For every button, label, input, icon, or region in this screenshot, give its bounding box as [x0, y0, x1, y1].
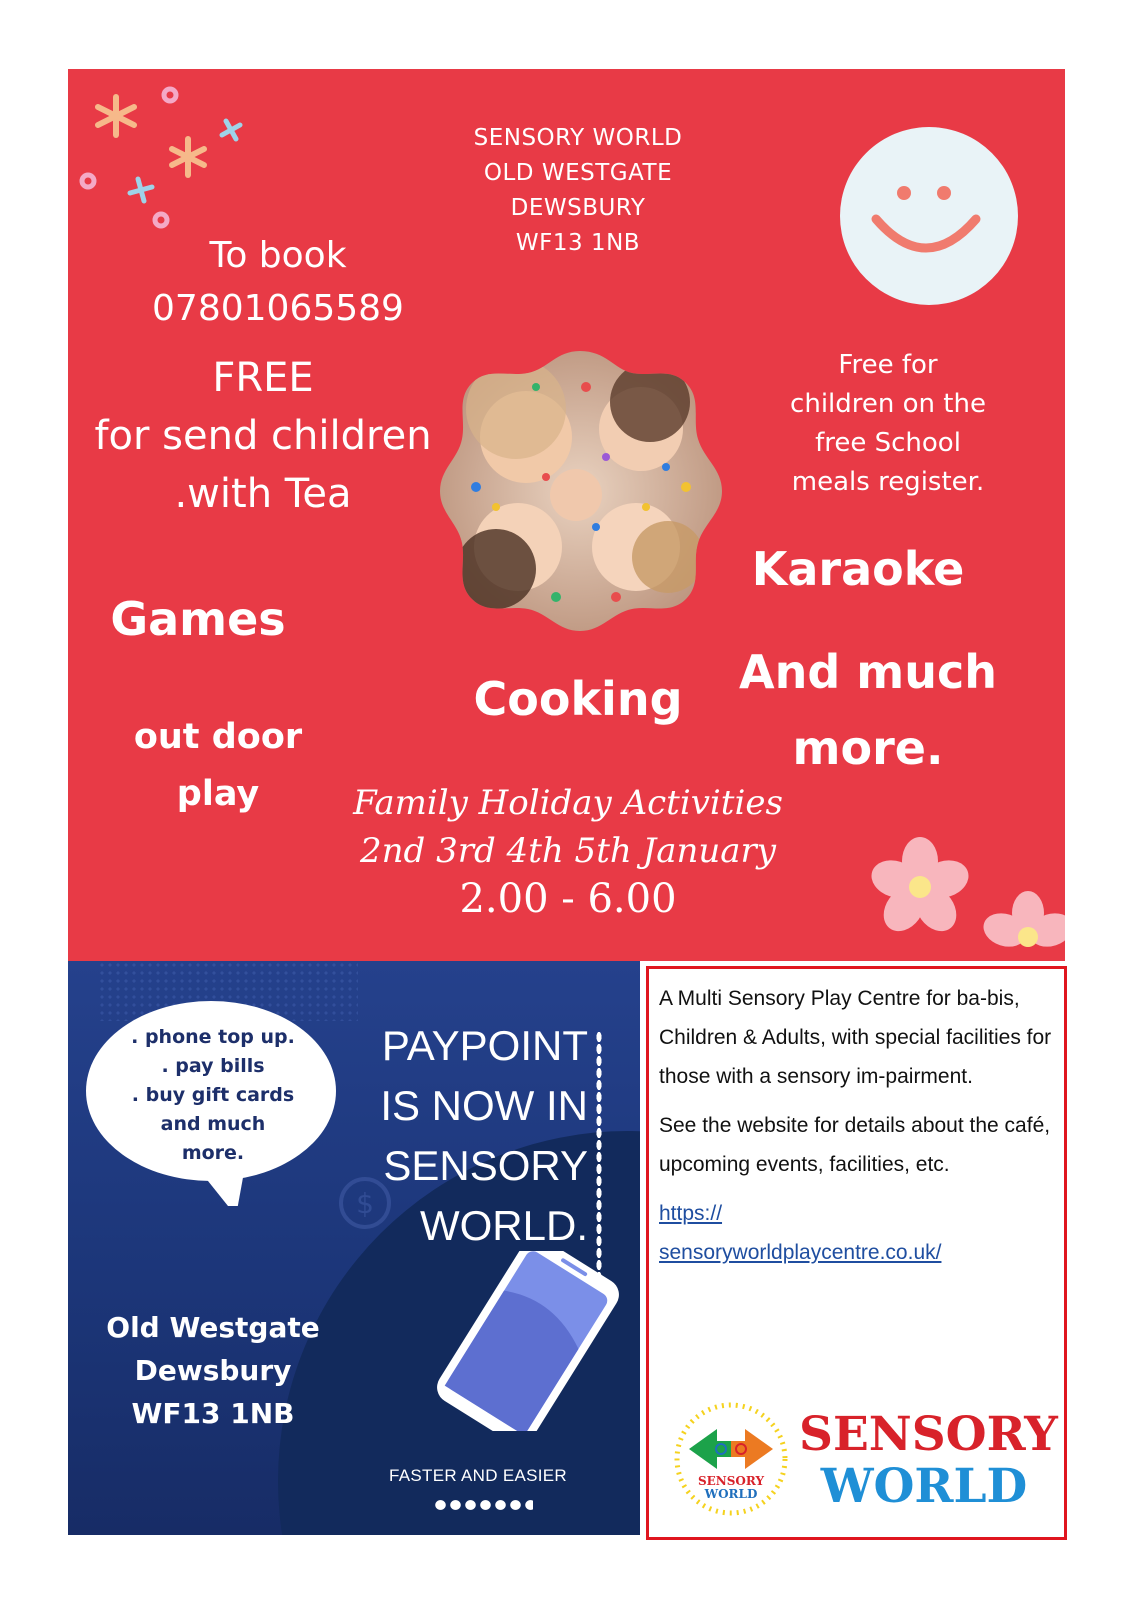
horizontal-dots-decoration [433, 1498, 533, 1512]
paypoint-ad [68, 961, 640, 1535]
vertical-dots-decoration [596, 1031, 602, 1276]
svg-text:$: $ [356, 1187, 374, 1220]
address-line: DEWSBURY [510, 195, 646, 221]
children-photo [436, 347, 724, 635]
activity-cooking: Cooking [473, 672, 683, 726]
free-send-offer [78, 349, 448, 523]
paypoint-tagline: FASTER AND EASIER [389, 1466, 567, 1485]
activity-line: out door [133, 717, 303, 757]
smiley-face-icon [840, 127, 1018, 305]
booking-info [128, 229, 428, 335]
offer-line: FREE [212, 355, 314, 401]
booking-phone: 07801065589 [152, 288, 404, 329]
logo-word: WORLD [820, 1459, 1028, 1514]
service-item: more. [181, 1142, 245, 1164]
link-line: https:// [659, 1202, 723, 1225]
address-line: SENSORY WORLD [473, 125, 683, 151]
note-line: free School [815, 428, 961, 458]
activity-line: more. [792, 721, 944, 775]
dollar-coin-icon [330, 1168, 400, 1238]
booking-label: To book [209, 235, 347, 276]
address-line: Dewsbury [134, 1354, 292, 1387]
svg-text:SENSORY: SENSORY [697, 1474, 765, 1488]
event-time: 2.00 - 6.00 [459, 876, 677, 922]
holiday-poster [68, 69, 1065, 961]
logo-wordmark [799, 1407, 1058, 1514]
offer-line: for send children [94, 413, 432, 459]
activity-games: Games [110, 592, 286, 646]
event-title: Family Holiday Activities [353, 783, 783, 823]
offer-line: .with Tea [174, 471, 352, 517]
paypoint-services-list [108, 1023, 318, 1168]
note-line: meals register. [791, 467, 985, 497]
logo-word: SENSORY [799, 1407, 1058, 1462]
centre-description: A Multi Sensory Play Centre for ba-bis, Children & Adults, with special facilities for those with a sensory im-pairment. [659, 987, 1052, 1088]
service-item: . pay bills [161, 1055, 265, 1077]
address-line: WF13 1NB [515, 230, 641, 256]
smartphone-icon [428, 1251, 628, 1431]
service-item: . phone top up. [131, 1026, 295, 1048]
heading-line: PAYPOINT [381, 1022, 588, 1069]
activity-line: play [176, 774, 260, 814]
note-line: Free for [838, 350, 938, 380]
address-line: Old Westgate [106, 1311, 320, 1344]
confetti-decoration-icon [76, 75, 256, 235]
activity-line: And much [739, 645, 997, 699]
sensory-world-badge-icon [669, 1399, 799, 1519]
website-link[interactable] [659, 1194, 1052, 1272]
link-line: sensoryworldplaycentre.co.uk/ [659, 1241, 942, 1264]
service-item: and much [160, 1113, 266, 1135]
note-line: children on the [790, 389, 986, 419]
heading-line: WORLD. [420, 1202, 588, 1249]
svg-text:WORLD: WORLD [704, 1487, 758, 1501]
event-dates: 2nd 3rd 4th 5th January [360, 831, 776, 871]
event-info [288, 779, 848, 875]
activity-much-more [718, 634, 1018, 786]
website-note: See the website for details about the café, upcoming events, facilities, etc. [659, 1114, 1051, 1176]
sensory-world-logo [669, 1399, 1058, 1519]
info-box [646, 966, 1067, 1540]
flower-decoration-icon [858, 829, 1065, 961]
heading-line: IS NOW IN [380, 1082, 588, 1129]
address-line: OLD WESTGATE [483, 160, 673, 186]
service-item: . buy gift cards [131, 1084, 295, 1106]
paypoint-address [88, 1306, 338, 1435]
address-line: WF13 1NB [131, 1397, 295, 1430]
heading-line: SENSORY [383, 1142, 588, 1189]
activity-karaoke: Karaoke [751, 542, 965, 596]
venue-address [448, 121, 708, 261]
free-school-meals-note [768, 346, 1008, 502]
